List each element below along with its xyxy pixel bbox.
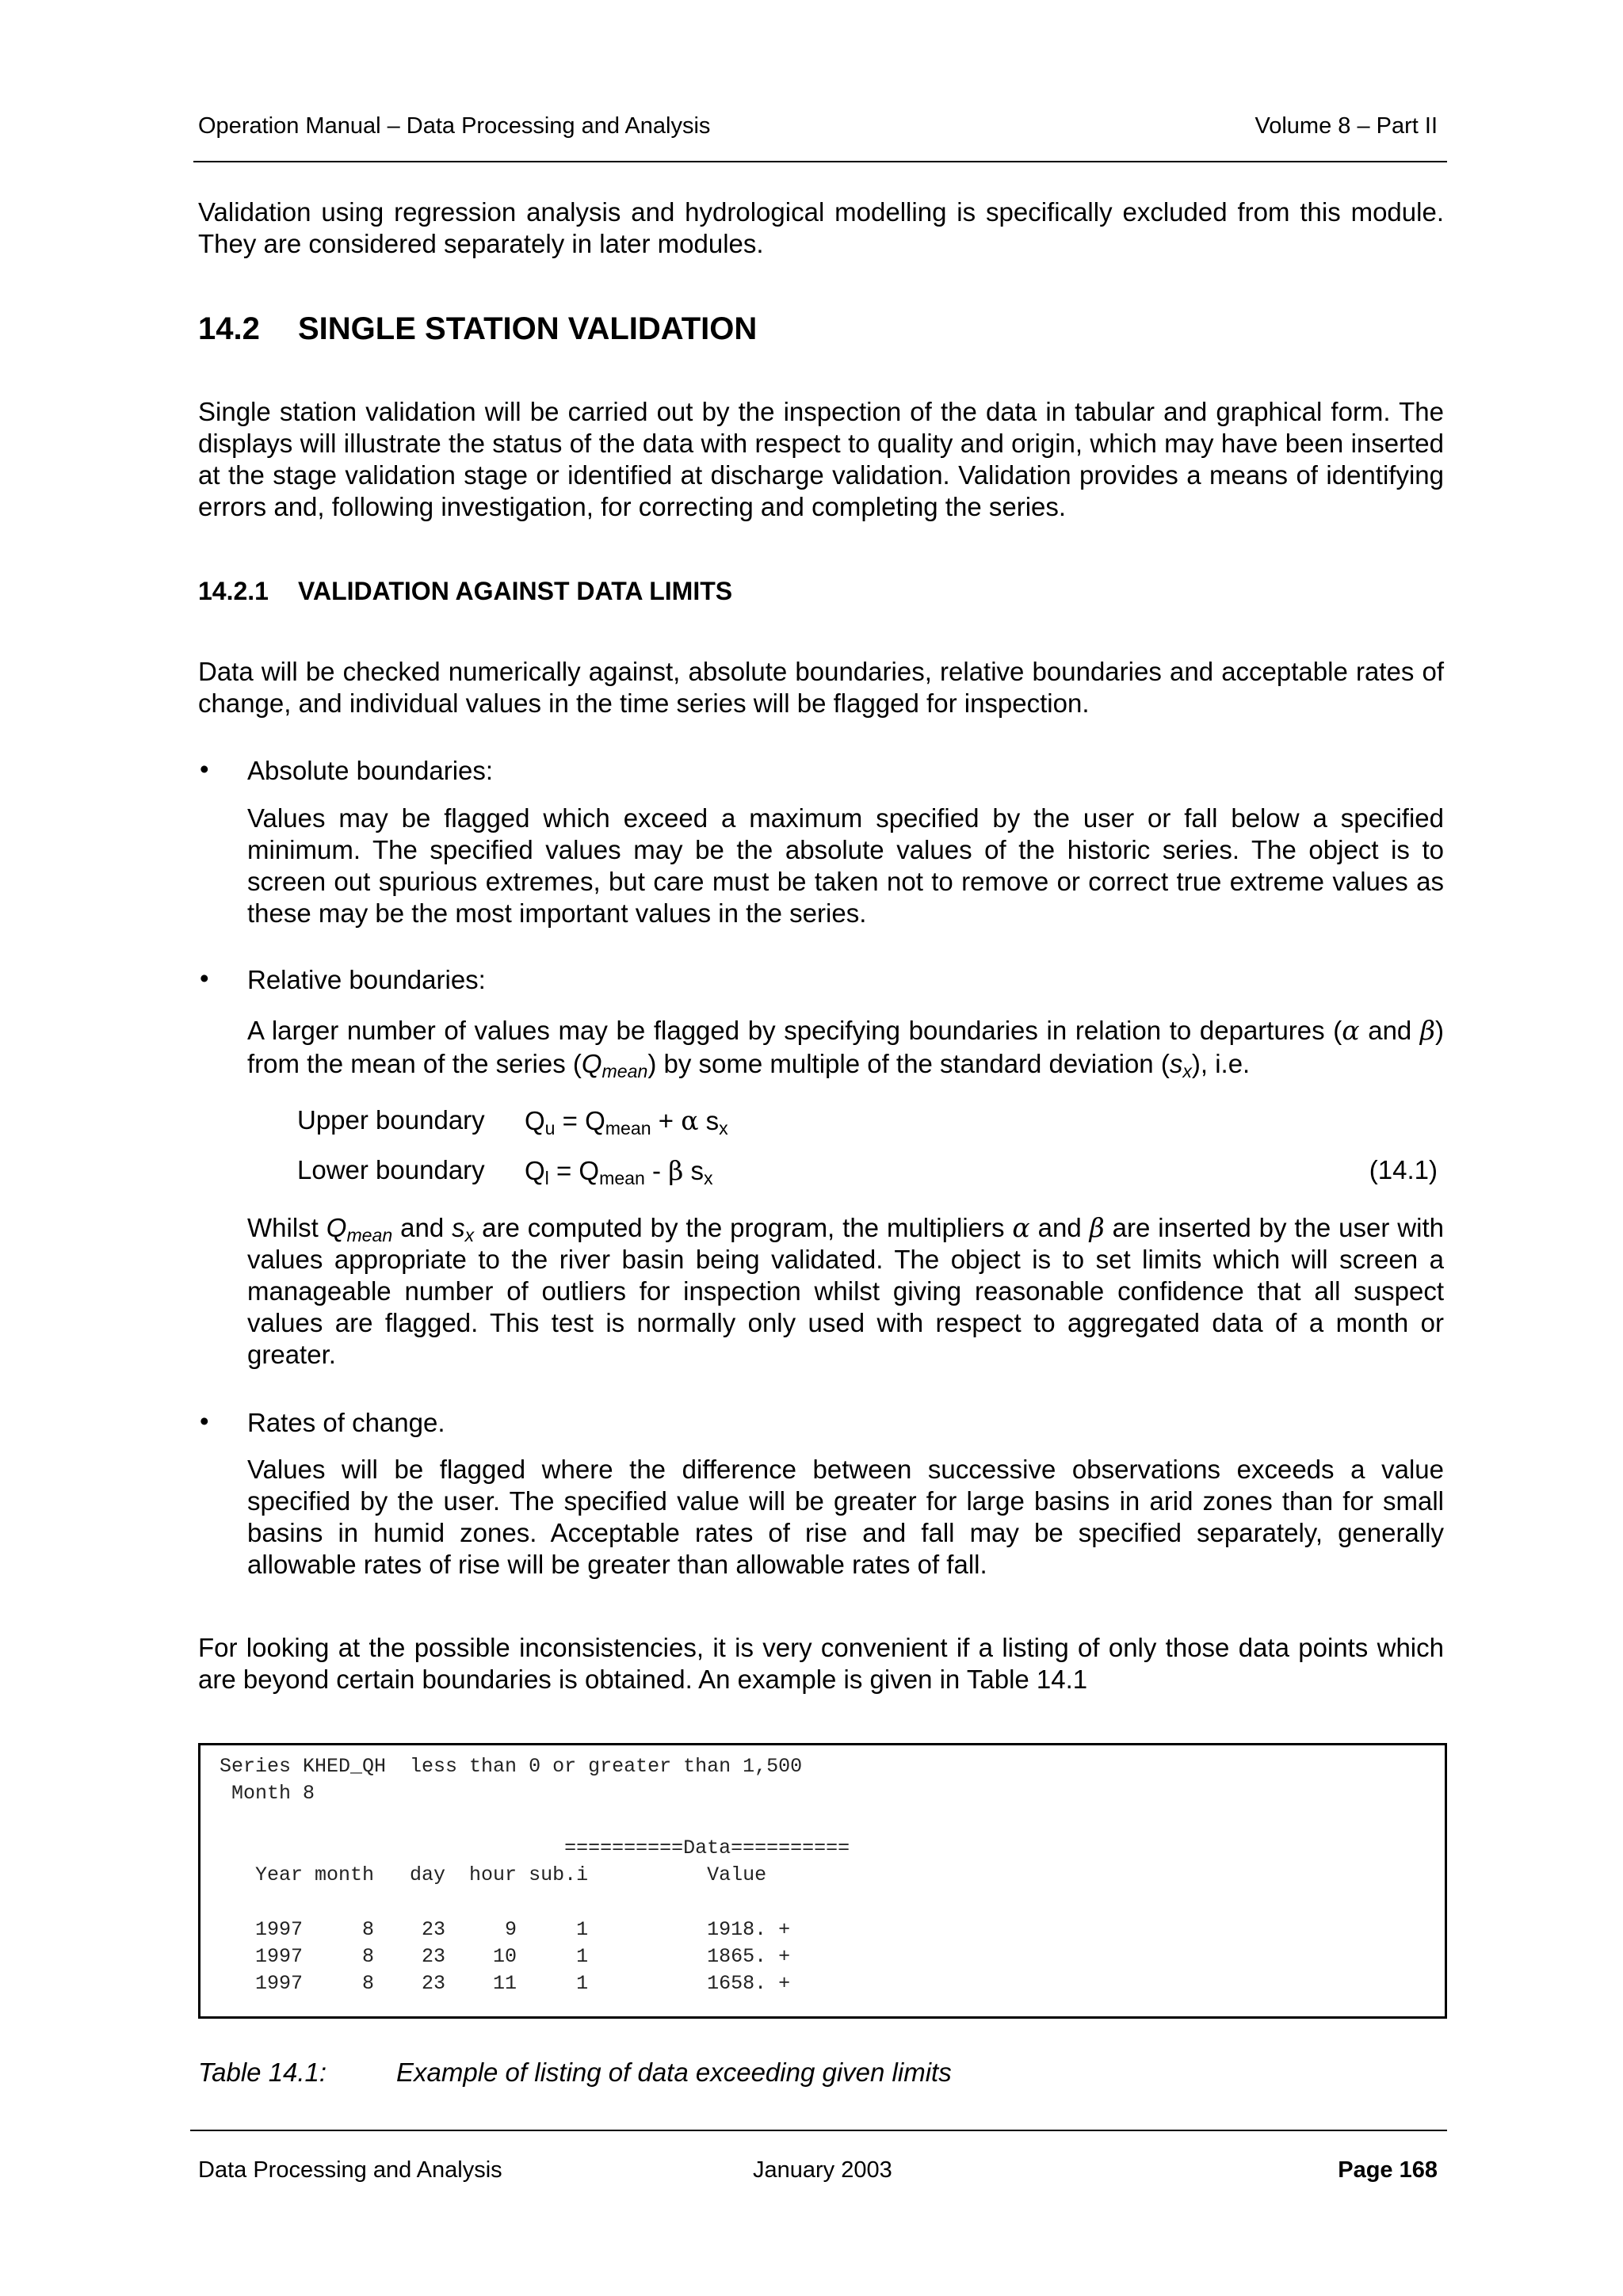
listing-line: Series KHED_QH less than 0 or greater than 1,500 [220,1755,803,1778]
bullet-relative-title: Relative boundaries: [247,965,486,994]
header-rule [193,161,1447,162]
beta-symbol: β [1419,1015,1435,1046]
listing-line: ==========Data========== [220,1836,850,1859]
section-number: 14.2 [198,311,260,346]
section-title: SINGLE STATION VALIDATION [298,311,758,346]
footer-rule [190,2130,1447,2131]
bullet-marker: • [200,1406,209,1436]
closing-paragraph: For looking at the possible inconsistencies, it is very convenient if a listing of only those data points which are beyond certain boundaries is obtained. An example is given in Table 14.1 [198,1633,1444,1694]
intro-paragraph: Validation using regression analysis and hydrological modelling is specifically excluded from this module. They are considered separately in later modules. [198,197,1444,258]
listing-line: Month 8 [220,1782,315,1805]
bullet-relative-text: A larger number of values may be flagged by specifying boundaries in relation to departures (α and β) from the mean of the series $(Q_{mean})$ by some multiple of the standard deviation $(s_x)$, i.e. [247,1015,1444,1081]
alpha-symbol: α [1342,1015,1360,1046]
subsection-number: 14.2.1 [198,577,269,605]
upper-boundary-label: Upper boundary [297,1105,485,1135]
listing-row: 1997 8 23 11 1 1658. + [220,1972,791,1995]
bullet-rates-text: Values will be flagged where the difference between successive observations exceeds a value specified by the user. The specified value will be greater for large basins in arid zones than for small basins in humid zones. Acceptable rates of rise and fall may be specified separately, generally allowable rates of rise will be greater than allowable rates of fall. [247,1455,1444,1579]
subsection-title: VALIDATION AGAINST DATA LIMITS [298,577,733,605]
bullet-relative-whilst-text: Whilst $Q_{mean}$ and $s_x$ are computed by the program, the multipliers α and β are inserted by the user with values appropriate to the river basin being validated. The object is to set limits which will screen a manageable number of outliers for inspection whilst giving reasonable confidence that all suspect values are flagged. This test is normally only used with respect to aggregated data of a month or greater. [247,1212,1444,1369]
subsection-paragraph: Data will be checked numerically against, absolute boundaries, relative boundaries and acceptable rates of change, and individual values in the time series will be flagged for inspection. [198,657,1444,718]
lower-boundary-equation: $Q_l = Q_{mean} - \beta$ $s_x$ [525,1155,713,1188]
lower-boundary-label: Lower boundary [297,1155,485,1184]
footer-page-number: Page 168 [1338,2157,1438,2183]
table-caption-label: Table 14.1: [198,2058,327,2087]
bullet-absolute-title: Absolute boundaries: [247,756,494,785]
bullet-absolute-text: Values may be flagged which exceed a maximum specified by the user or fall below a specified minimum. The specified values may be the absolute values of the historic series. The object is to screen out spurious extremes, but care must be taken not to remove or correct true extreme values as these may be the most important values in the series. [247,803,1444,928]
header-right: Volume 8 – Part II [1254,113,1438,139]
footer-center: January 2003 [753,2157,892,2183]
bullet-marker: • [200,963,209,993]
table-caption-text: Example of listing of data exceeding given limits [396,2058,952,2087]
listing-row: 1997 8 23 9 1 1918. + [220,1918,791,1941]
equation-number: (14.1) [1369,1155,1438,1184]
bullet-marker: • [200,754,209,784]
footer-left: Data Processing and Analysis [198,2157,502,2183]
bullet-rates-title: Rates of change. [247,1408,445,1437]
listing-row: 1997 8 23 10 1 1865. + [220,1945,791,1968]
section-paragraph: Single station validation will be carried out by the inspection of the data in tabular and graphical form. The displays will illustrate the status of the data with respect to quality and origin, which may have been inserted at the stage validation stage or identified at discharge validation. Validation provides a means of identifying errors and, following investigation, for correcting and completing the series. [198,397,1444,521]
listing-line: Year month day hour sub.i Value [220,1863,767,1886]
upper-boundary-equation: $Q_u = Q_{mean} + \alpha$ $s_x$ [525,1105,728,1138]
header-left: Operation Manual – Data Processing and Analysis [198,113,711,139]
data-listing-box [198,1743,1447,2019]
